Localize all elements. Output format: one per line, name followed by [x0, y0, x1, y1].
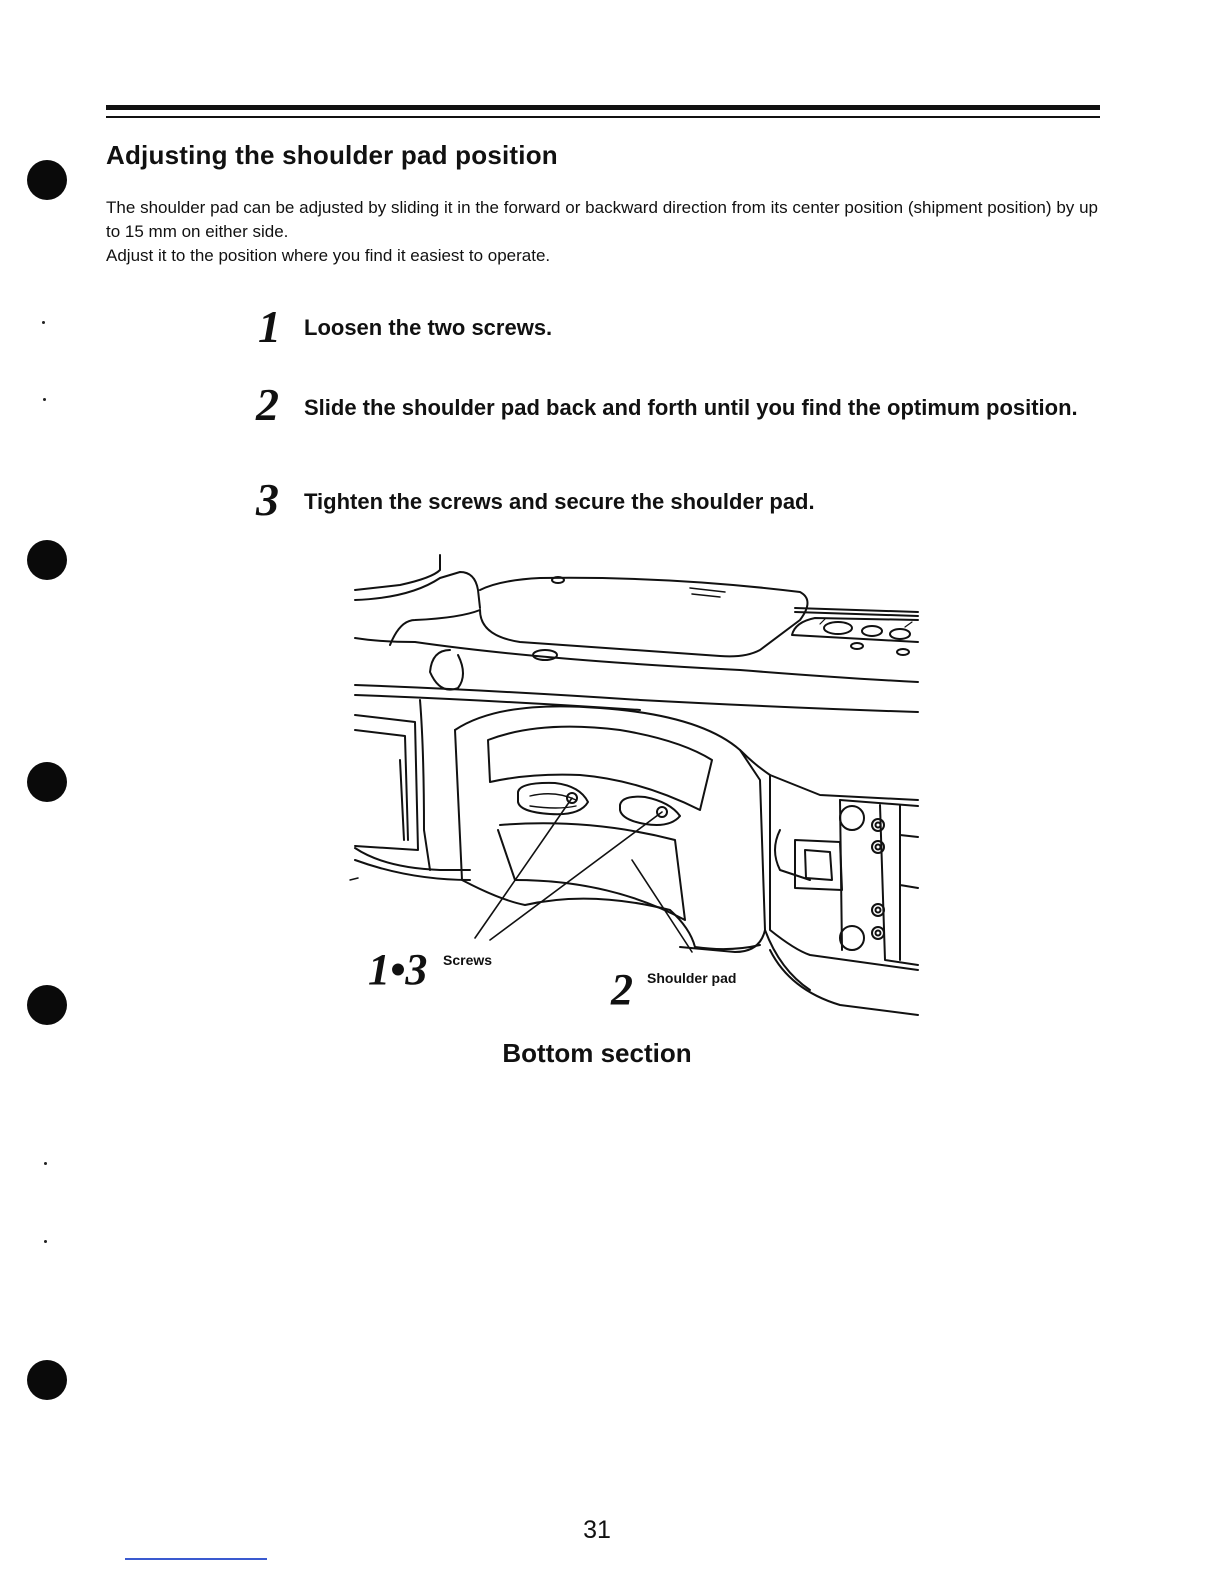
step-3-number: 3 — [256, 474, 279, 525]
binder-hole — [27, 1360, 67, 1400]
margin-dot — [43, 398, 46, 401]
margin-dot — [44, 1240, 47, 1243]
page-number: 31 — [583, 1516, 611, 1544]
intro-line-2: Adjust it to the position where you find it easiest to operate. — [106, 246, 551, 265]
header-rule-thick — [106, 105, 1100, 110]
binder-hole — [27, 985, 67, 1025]
camera-bottom-illustration — [340, 550, 930, 1030]
intro-line-1: The shoulder pad can be adjusted by sliding it in the forward or backward direction from its center position (shipment position) by up to 15 mm on either side. — [106, 198, 1098, 241]
step-1-number: 1 — [258, 301, 281, 352]
step-2-number: 2 — [256, 379, 279, 430]
step-1-text: Loosen the two screws. — [304, 315, 553, 340]
binder-hole — [27, 540, 67, 580]
intro-paragraph — [106, 196, 1098, 268]
figure-label-screws-steps: 1•3 — [368, 945, 428, 994]
binder-hole — [27, 762, 67, 802]
figure-label-shoulder-pad: Shoulder pad — [647, 970, 737, 986]
margin-dot — [42, 321, 45, 324]
figure-label-pad-step: 2 — [611, 965, 633, 1014]
binder-hole — [27, 160, 67, 200]
section-title: Adjusting the shoulder pad position — [106, 140, 558, 170]
step-3-text: Tighten the screws and secure the shoulder pad. — [304, 489, 815, 514]
header-rule-thin — [106, 116, 1100, 118]
step-2-text: Slide the shoulder pad back and forth until you find the optimum position. — [304, 395, 1078, 420]
bottom-underline — [125, 1558, 267, 1560]
margin-dot — [44, 1162, 47, 1165]
figure-caption: Bottom section — [502, 1038, 692, 1068]
figure-label-screws: Screws — [443, 952, 493, 968]
